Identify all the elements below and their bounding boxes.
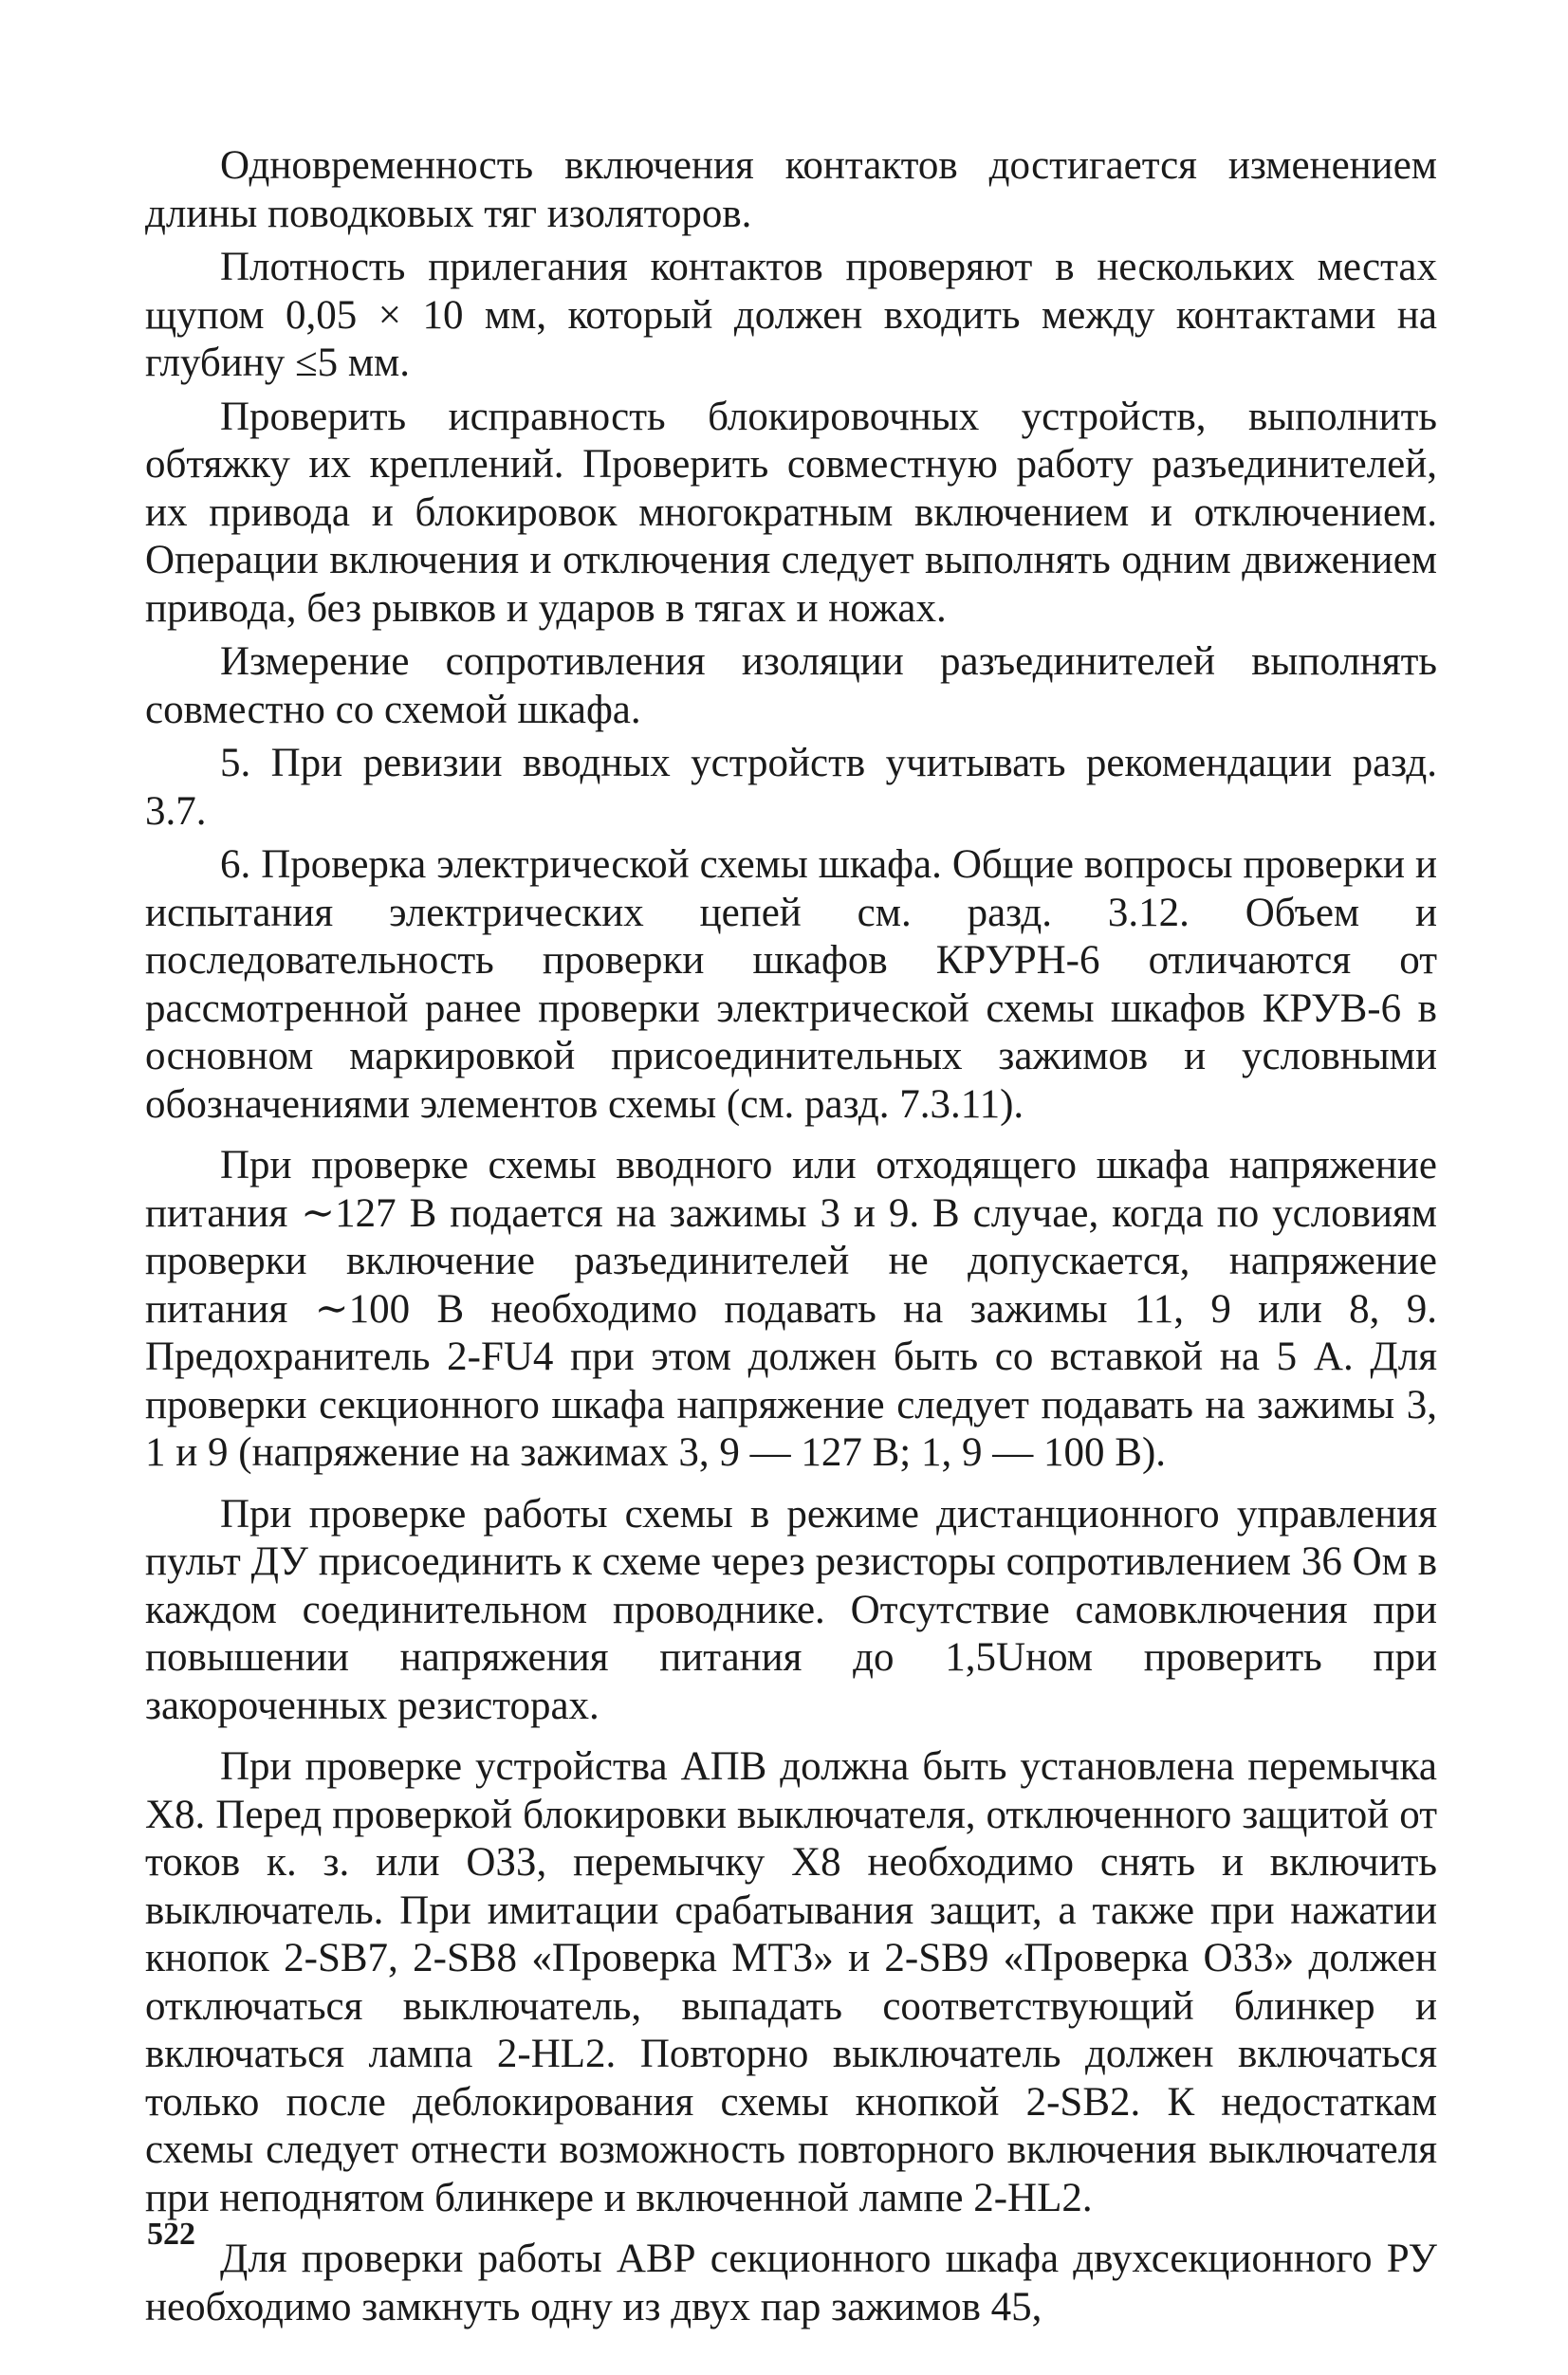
paragraph-apv-check: При проверке устройства АПВ должна быть установлена перемычка X8. Перед проверкой блокировки выключателя, отключенного защитой от токов к. з. или ОЗЗ, перемычку X8 необходимо снять и включить выключатель. При имитации срабатывания защит, а также при нажатии кнопок 2-SB7, 2-SB8 «Проверка МТЗ» и 2-SB9 «Проверка ОЗЗ» должен отключаться выключатель, выпадать соответствующий блинкер и включаться лампа 2-HL2. Повторно выключатель должен включаться только после деблокирования схемы кнопкой 2-SB2. К недостаткам схемы следует отнести возможность повторного включения выключателя при неподнятом блинкере и включенной лампе 2-HL2. <box>145 1744 1437 2220</box>
paragraph-avr-check: Для проверки работы АВР секционного шкафа двухсекционного РУ необходимо замкнуть одну из двух пар зажимов 45, <box>145 2237 1437 2329</box>
page-number: 522 <box>147 2217 195 2252</box>
paragraph-contact-simultaneity: Одновременность включения контактов достигается изменением длины поводковых тяг изоляторов. <box>145 143 1437 236</box>
paragraph-insulation-resistance: Измерение сопротивления изоляции разъединителей выполнять совместно со схемой шкафа. <box>145 639 1437 732</box>
paragraph-contact-density: Плотность прилегания контактов проверяют в нескольких местах щупом 0,05 × 10 мм, который должен входить между контактами на глубину ≤5 мм. <box>145 245 1437 385</box>
paragraph-supply-voltage: При проверке схемы вводного или отходящего шкафа напряжение питания ∼127 В подается на зажимы 3 и 9. В случае, когда по условиям проверки включение разъединителей не допускается, напряжение питания ∼100 В необходимо подавать на зажимы 11, 9 или 8, 9. Предохранитель 2-FU4 при этом должен быть со вставкой на 5 А. Для проверки секционного шкафа напряжение следует подавать на зажимы 3, 1 и 9 (напряжение на зажимах 3, 9 — 127 В; 1, 9 — 100 В). <box>145 1143 1437 1475</box>
page-body <box>145 142 1437 2337</box>
paragraph-item-5: 5. При ревизии вводных устройств учитывать рекомендации разд. 3.7. <box>145 741 1437 834</box>
paragraph-blocking-devices: Проверить исправность блокировочных устройств, выполнить обтяжку их креплений. Проверить совместную работу разъединителей, их привода и блокировок многократным включением и отключением. Операции включения и отключения следует выполнять одним движением привода, без рывков и ударов в тягах и ножах. <box>145 394 1437 631</box>
paragraph-item-6: 6. Проверка электрической схемы шкафа. Общие вопросы проверки и испытания электрических цепей см. разд. 3.12. Объем и последовательность проверки шкафов КРУРН-6 отличаются от рассмотренной ранее проверки электрической схемы шкафов КРУВ-6 в основном маркировкой присоединительных зажимов и условными обозначениями элементов схемы (см. разд. 7.3.11). <box>145 842 1437 1127</box>
paragraph-remote-control: При проверке работы схемы в режиме дистанционного управления пульт ДУ присоединить к схеме через резисторы сопротивлением 36 Ом в каждом соединительном проводнике. Отсутствие самовключения при повышении напряжения питания до 1,5Uном проверить при закороченных резисторах. <box>145 1491 1437 1728</box>
